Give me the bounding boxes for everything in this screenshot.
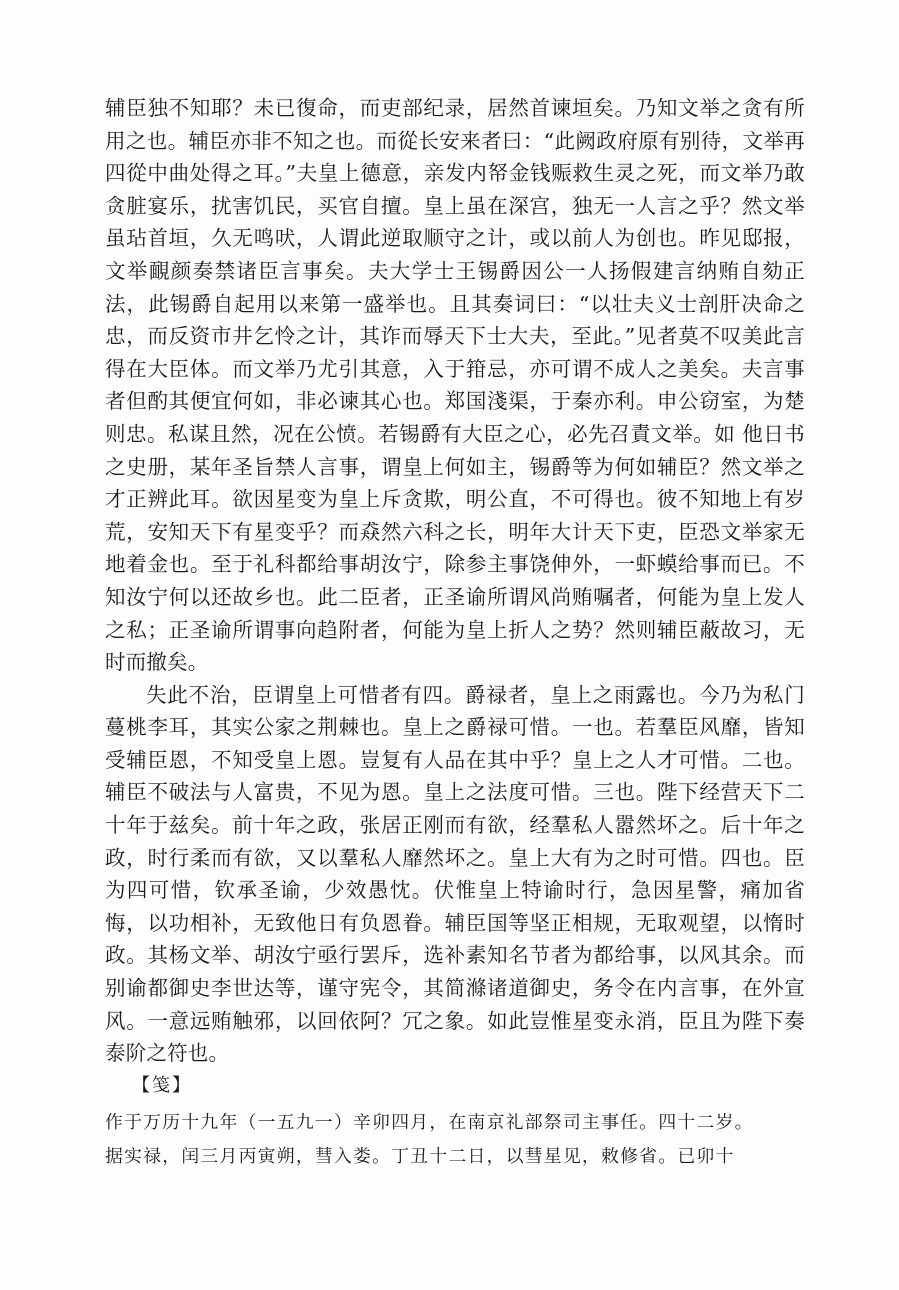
commentary-text xyxy=(105,1106,805,1174)
commentary-heading: 【笺】 xyxy=(132,1075,192,1096)
body-paragraph: 辅臣独不知耶？未已復命，而吏部纪录，居然首谏垣矣。乃知文举之贪有所用之也。辅臣亦非不知之也。而從长安来者曰：“此阙政府原有别待，文举再四從中曲处得之耳。”夫皇上德意，亲发内帑金钱赈救生灵之死，而文举乃敢贪脏宴乐，扰害饥民，买官自擅。皇上虽在深宫，独无一人言之乎？然文举虽玷首垣，久无鸣吠，人谓此逆取顺守之计，或以前人为创也。昨见邸报，文举靦颜奏禁诸臣言事矣。夫大学士王锡爵因公一人扬假建言纳贿自劾正法，此锡爵自起用以来第一盛举也。且其奏词曰：“以壮夫义士剖肝决命之忠，而反资市井乞怜之计，其诈而辱天下士大夫，至此。”见者莫不叹美此言得在大臣体。而文举乃尤引其意，入于箝忌，亦可谓不成人之美矣。夫言事者但酌其便宜何如，非必谏其心也。郑国淺渠，于秦亦利。申公窃室，为楚则忠。私谋且然，况在公愤。若锡爵有大臣之心，必先召責文举。如 他日书之史册，某年圣旨禁人言事，谓皇上何如主，锡爵等为何如辅臣？然文举之才正辨此耳。欲因星变为皇上斥贪欺，明公直，不可得也。彼不知地上有岁荒，安知天下有星变乎？而猋然六科之长，明年大计天下吏，臣恐文举家无地着金也。至于礼科都给事胡汝宁，除参主事饶伸外，一虾蟆给事而已。不知汝宁何以还故乡也。此二臣者，正圣谕所谓风尚贿嘱者，何能为皇上发人之私；正圣谕所谓事向趋附者，何能为皇上折人之势？然则辅臣蔽故习，无时而撤矣。 xyxy=(105,96,805,675)
main-text-block xyxy=(105,92,805,1070)
commentary-line: 据实禄，闰三月丙寅朔，彗入娄。丁丑十二日，以彗星见，敕修省。已卯十 xyxy=(105,1146,735,1167)
body-paragraph: 失此不治，臣谓皇上可惜者有四。爵禄者，皇上之雨露也。今乃为私门蔓桃李耳，其实公家之荆棘也。皇上之爵禄可惜。一也。若羣臣风靡，皆知受辅臣恩，不知受皇上恩。豈复有人品在其中乎？皇上之人才可惜。二也。辅臣不破法与人富贵，不见为恩。皇上之法度可惜。三也。陛下经营天下二十年于兹矣。前十年之政，张居正刚而有欲，经羣私人嚣然坏之。后十年之政，时行柔而有欲，又以羣私人靡然坏之。皇上大有为之时可惜。四也。臣为四可惜，钦承圣谕，少效愚忱。伏惟皇上特谕时行，急因星警，痛加省悔，以功相补，无致他日有负恩眷。辅臣国等坚正相规，无取观望，以惰时政。其杨文举、胡汝宁亟行罢斥，选补素知名节者为都给事，以风其余。而别谕都御史李世达等，谨守宪令，其简滌诸道御史，务令在内言事，在外宣风。一意远贿触邪，以回依阿？冗之象。如此豈惟星变永消，臣且为陛下奏泰阶之符也。 xyxy=(105,682,805,1066)
commentary-line: 作于万历十九年（一五九一）辛卯四月，在南京礼部祭司主事任。四十二岁。 xyxy=(105,1112,754,1133)
